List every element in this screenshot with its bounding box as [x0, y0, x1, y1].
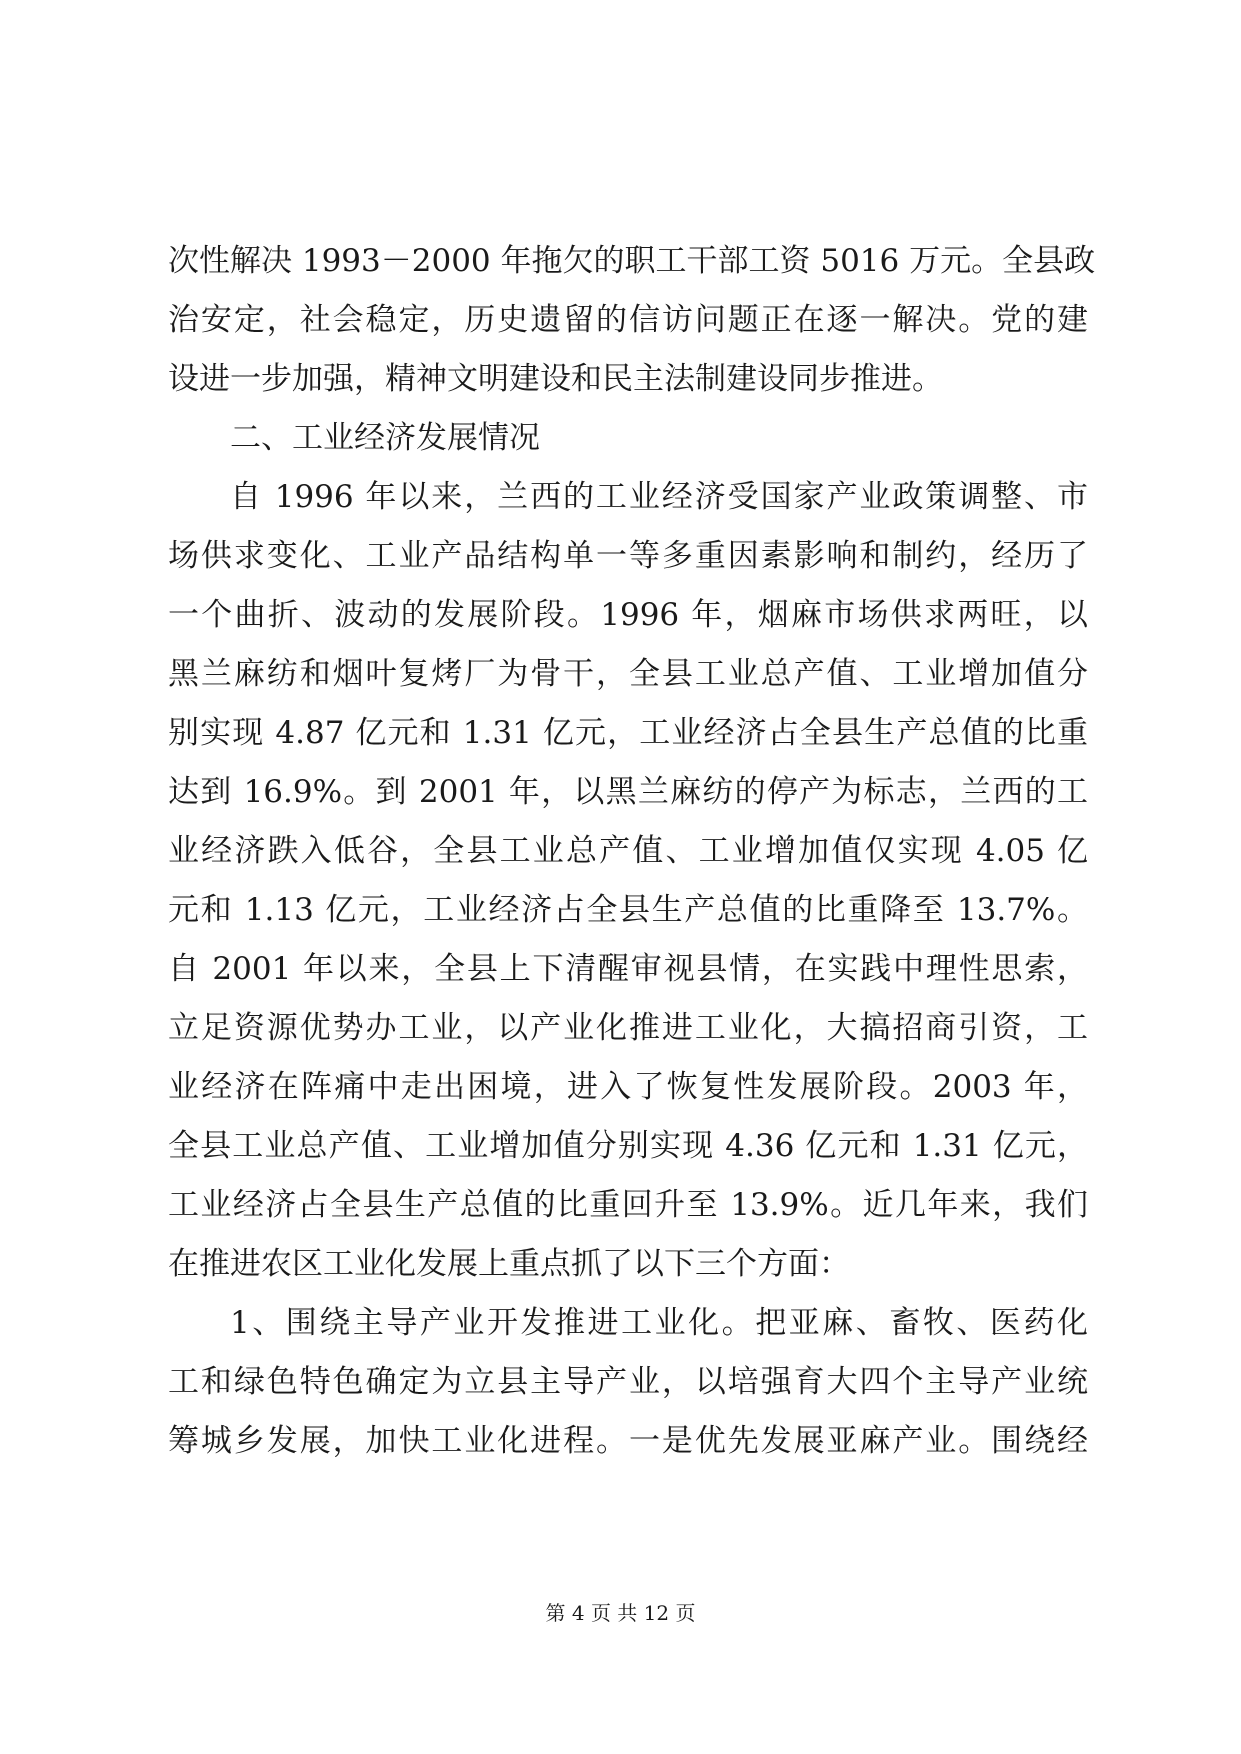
text-line: 治安定，社会稳定，历史遗留的信访问题正在逐一解决。党的建 — [168, 302, 1088, 338]
text-line: 设进一步加强，精神文明建设和民主法制建设同步推进。 — [168, 361, 943, 397]
text-line: 二、工业经济发展情况 — [230, 420, 540, 456]
text-line: 自 2001 年以来，全县上下清醒审视县情，在实践中理性思索， — [168, 951, 1088, 987]
text-line: 工和绿色特色确定为立县主导产业，以培强育大四个主导产业统 — [168, 1364, 1088, 1400]
text-line: 自 1996 年以来，兰西的工业经济受国家产业政策调整、市 — [230, 479, 1088, 515]
text-line: 在推进农区工业化发展上重点抓了以下三个方面： — [168, 1246, 850, 1282]
body-text — [168, 232, 1096, 1471]
text-line: 业经济在阵痛中走出困境，进入了恢复性发展阶段。2003 年， — [168, 1069, 1088, 1105]
text-line: 场供求变化、工业产品结构单一等多重因素影响和制约，经历了 — [168, 538, 1088, 574]
text-line: 元和 1.13 亿元，工业经济占全县生产总值的比重降至 13.7%。 — [168, 892, 1088, 928]
text-line: 立足资源优势办工业，以产业化推进工业化，大搞招商引资，工 — [168, 1010, 1088, 1046]
text-line: 一个曲折、波动的发展阶段。1996 年，烟麻市场供求两旺，以 — [168, 597, 1088, 633]
text-line: 筹城乡发展，加快工业化进程。一是优先发展亚麻产业。围绕经 — [168, 1423, 1088, 1459]
text-line: 别实现 4.87 亿元和 1.31 亿元，工业经济占全县生产总值的比重 — [168, 715, 1088, 751]
text-line: 黑兰麻纺和烟叶复烤厂为骨干，全县工业总产值、工业增加值分 — [168, 656, 1088, 692]
text-line: 业经济跌入低谷，全县工业总产值、工业增加值仅实现 4.05 亿 — [168, 833, 1088, 869]
text-line: 工业经济占全县生产总值的比重回升至 13.9%。近几年来，我们 — [168, 1187, 1088, 1223]
text-line: 次性解决 1993－2000 年拖欠的职工干部工资 5016 万元。全县政 — [168, 243, 1096, 279]
text-line: 全县工业总产值、工业增加值分别实现 4.36 亿元和 1.31 亿元， — [168, 1128, 1088, 1164]
text-line: 达到 16.9%。到 2001 年，以黑兰麻纺的停产为标志，兰西的工 — [168, 774, 1088, 810]
page-footer: 第 4 页 共 12 页 — [545, 1601, 696, 1625]
text-line: 1、围绕主导产业开发推进工业化。把亚麻、畜牧、医药化 — [230, 1305, 1088, 1341]
